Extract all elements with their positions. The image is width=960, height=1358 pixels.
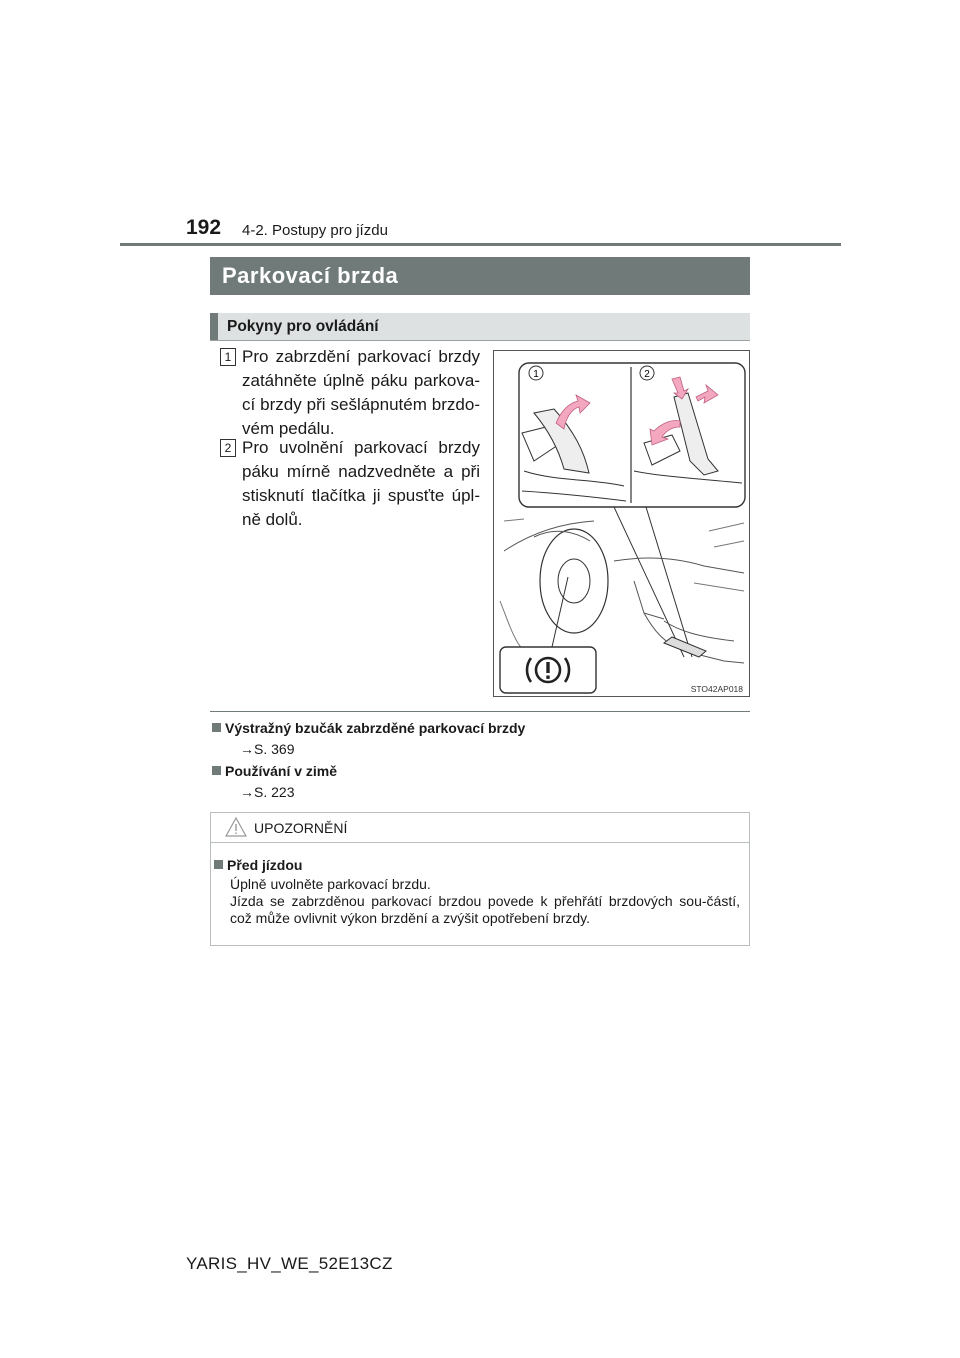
subsection-title: Pokyny pro ovládání bbox=[210, 313, 750, 340]
page-number: 192 bbox=[186, 216, 222, 239]
warning-triangle-icon bbox=[224, 816, 248, 838]
step-1 bbox=[220, 345, 480, 441]
parking-brake-illustration bbox=[493, 350, 750, 697]
note-reference-link[interactable]: →S. 369 bbox=[240, 741, 295, 757]
svg-text:2: 2 bbox=[644, 369, 650, 380]
svg-text:1: 1 bbox=[533, 369, 539, 380]
warning-line: Úplně uvolněte parkovací brzdu. bbox=[230, 876, 431, 892]
note-title: Výstražný bzučák zabrzděné parkovací brzdy bbox=[212, 719, 525, 737]
callout-1 bbox=[529, 366, 543, 380]
illustration-code: STO42AP018 bbox=[690, 684, 743, 694]
warning-label: UPOZORNĚNÍ bbox=[254, 820, 348, 836]
note-title: Používání v zimě bbox=[212, 762, 337, 780]
square-bullet-icon bbox=[212, 723, 221, 732]
brake-warning-light-icon bbox=[500, 647, 596, 693]
square-bullet-icon bbox=[214, 860, 223, 869]
warning-item-title: Před jízdou bbox=[214, 856, 302, 874]
step-text: Pro zabrzdění parkovací brzdy zatáhněte úplně páku parkova-cí brzdy při sešlápnutém brzdo-vém pedálu. bbox=[242, 347, 480, 438]
subsection-rule bbox=[210, 340, 750, 341]
step-number: 2 bbox=[220, 439, 236, 457]
square-bullet-icon bbox=[212, 766, 221, 775]
note-reference-link[interactable]: →S. 223 bbox=[240, 784, 295, 800]
step-text: Pro uvolnění parkovací brzdy páku mírně nadzvedněte a při stisknutí tlačítka ji spusťte úpl-ně dolů. bbox=[242, 438, 480, 529]
step-2 bbox=[220, 436, 480, 532]
warning-text bbox=[230, 876, 740, 927]
content-rule bbox=[210, 711, 750, 712]
page-title: Parkovací brzda bbox=[210, 257, 750, 295]
warning-line: Jízda se zabrzděnou parkovací brzdou povede k přehřátí brzdových sou-částí, což může ovlivnit výkon brzdění a zvýšit opotřebení brzdy. bbox=[230, 893, 740, 926]
callout-2 bbox=[640, 366, 654, 380]
section-reference: 4-2. Postupy pro jízdu bbox=[242, 222, 388, 239]
step-number: 1 bbox=[220, 348, 236, 366]
header-rule bbox=[120, 243, 841, 246]
document-code: YARIS_HV_WE_52E13CZ bbox=[186, 1254, 393, 1273]
